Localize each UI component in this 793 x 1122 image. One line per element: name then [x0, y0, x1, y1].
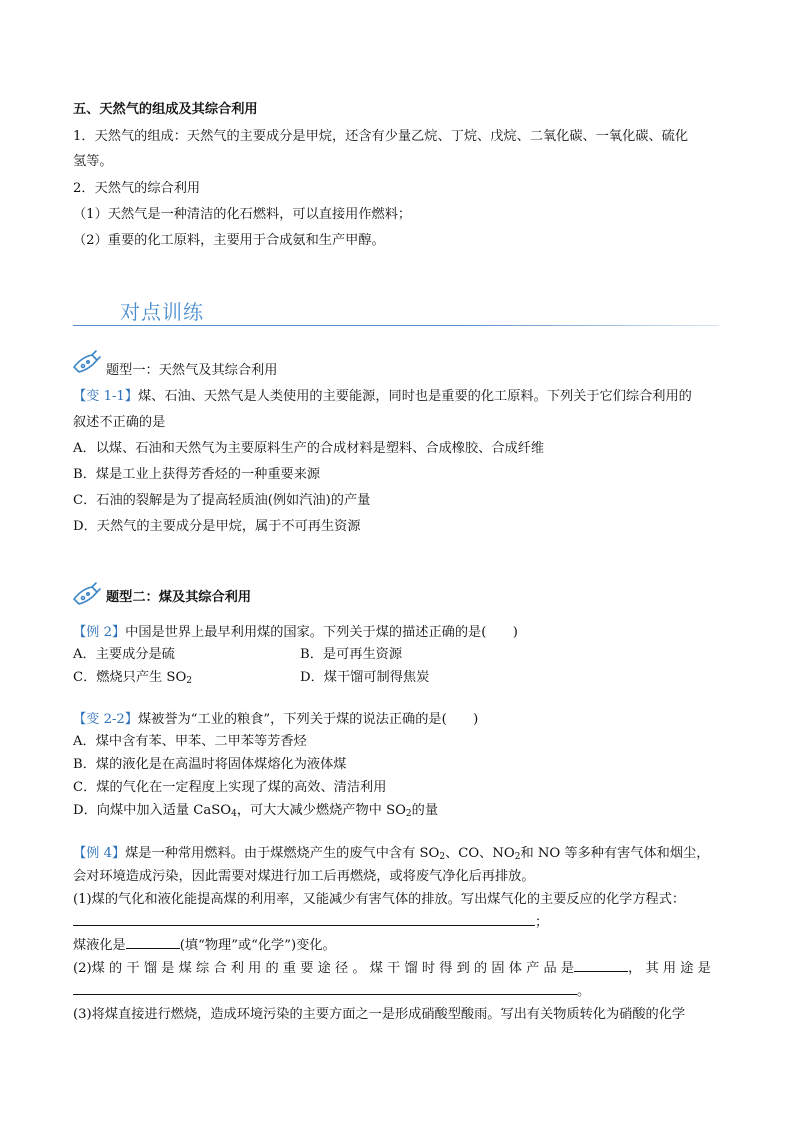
answer-blank[interactable] — [73, 982, 577, 995]
part-1b: 煤液化是 (填“物理”或“化学”)变化。 — [73, 938, 336, 953]
option-d: D．煤干馏可制得焦炭 — [300, 670, 430, 685]
question-tag: 【例 4】 — [73, 846, 126, 861]
option-d: D．向煤中加入适量 CaSO$_4$，可大大减少燃烧产物中 $SO_2$的量 — [73, 803, 439, 819]
option-b: B．是可再生资源 — [300, 647, 403, 662]
section-heading: 五、天然气的组成及其综合利用 — [73, 102, 258, 117]
option-a: A．以煤、石油和天然气为主要原料生产的合成材料是塑料、合成橡胶、合成纤维 — [73, 441, 545, 456]
section-item-2-sub1: （1）天然气是一种清洁的化石燃料，可以直接用作燃料； — [73, 207, 412, 222]
question-var-1-1 — [73, 385, 692, 404]
question-example-4: 【例 4】煤是一种常用燃料。由于煤燃烧产生的废气中含有 $SO_2$、CO、$NO_2$和 NO 等多种有害气体和烟尘， — [73, 846, 710, 862]
option-c: C．石油的裂解是为了提高轻质油(例如汽油)的产量 — [73, 493, 371, 508]
banner-divider — [73, 325, 719, 326]
section-item-2-sub2: （2）重要的化工原料，主要用于合成氨和生产甲醇。 — [73, 233, 385, 248]
option-b: B．煤是工业上获得芳香烃的一种重要来源 — [73, 467, 321, 482]
part-2-answer-line: 。 — [73, 980, 590, 999]
question-tag: 【例 2】 — [73, 625, 126, 640]
answer-blank[interactable] — [574, 959, 628, 972]
part-1-answer-line: ； — [73, 911, 548, 930]
answer-blank[interactable] — [73, 913, 535, 926]
question-stem-line2: 会对环境造成污染，因此需要对煤进行加工后再燃烧，或将废气净化后再排放。 — [73, 869, 535, 884]
part-2-prompt: (2)煤 的 干 馏 是 煤 综 合 利 用 的 重 要 途 径 。 煤 干 馏 时 得 到 的 固 体 产 品 是 ， 其 用 途 是 — [73, 961, 711, 976]
question-stem: 中国是世界上最早利用煤的国家。下列关于煤的描述正确的是( ) — [125, 625, 518, 640]
type1-title: 题型一：天然气及其综合利用 — [106, 363, 278, 378]
option-a: A．煤中含有苯、甲苯、二甲苯等芳香烃 — [73, 734, 307, 749]
part-1-prompt: (1)煤的气化和液化能提高煤的利用率，又能减少有害气体的排放。写出煤气化的主要反应的化学方程式： — [73, 892, 686, 907]
section-item-1-line2: 氢等。 — [73, 154, 113, 169]
option-c: C．煤的气化在一定程度上实现了煤的高效、清洁利用 — [73, 780, 387, 795]
question-tag: 【变 1-1】 — [73, 389, 138, 404]
question-stem-line2: 叙述不正确的是 — [73, 415, 166, 430]
question-var-2-2 — [73, 708, 478, 727]
question-stem: 煤被誉为“工业的粮食”，下列关于煤的说法正确的是( ) — [138, 712, 479, 727]
option-c: C．燃烧只产生 $SO_2$ — [73, 670, 192, 686]
question-stem: 煤、石油、天然气是人类使用的主要能源，同时也是重要的化工原料。下列关于它们综合利用的 — [138, 389, 692, 404]
banner-title: 对点训练 — [120, 300, 204, 324]
type2-title: 题型二：煤及其综合利用 — [106, 590, 252, 605]
option-a: A．主要成分是硫 — [73, 647, 175, 662]
option-d: D．天然气的主要成分是甲烷，属于不可再生资源 — [73, 519, 361, 534]
flask-icon — [70, 347, 102, 375]
part-3-prompt: (3)将煤直接进行燃烧，造成环境污染的主要方面之一是形成硝酸型酸雨。写出有关物质转化为硝酸的化学 — [73, 1007, 686, 1022]
answer-blank[interactable] — [126, 936, 180, 949]
section-item-1-line1: 1．天然气的组成：天然气的主要成分是甲烷，还含有少量乙烷、丁烷、戊烷、二氧化碳、一氧化碳、硫化 — [73, 129, 689, 144]
question-example-2 — [73, 621, 518, 640]
flask-icon — [70, 579, 102, 607]
question-tag: 【变 2-2】 — [73, 712, 138, 727]
option-b: B．煤的液化是在高温时将固体煤熔化为液体煤 — [73, 757, 347, 772]
section-item-2: 2．天然气的综合利用 — [73, 181, 201, 196]
